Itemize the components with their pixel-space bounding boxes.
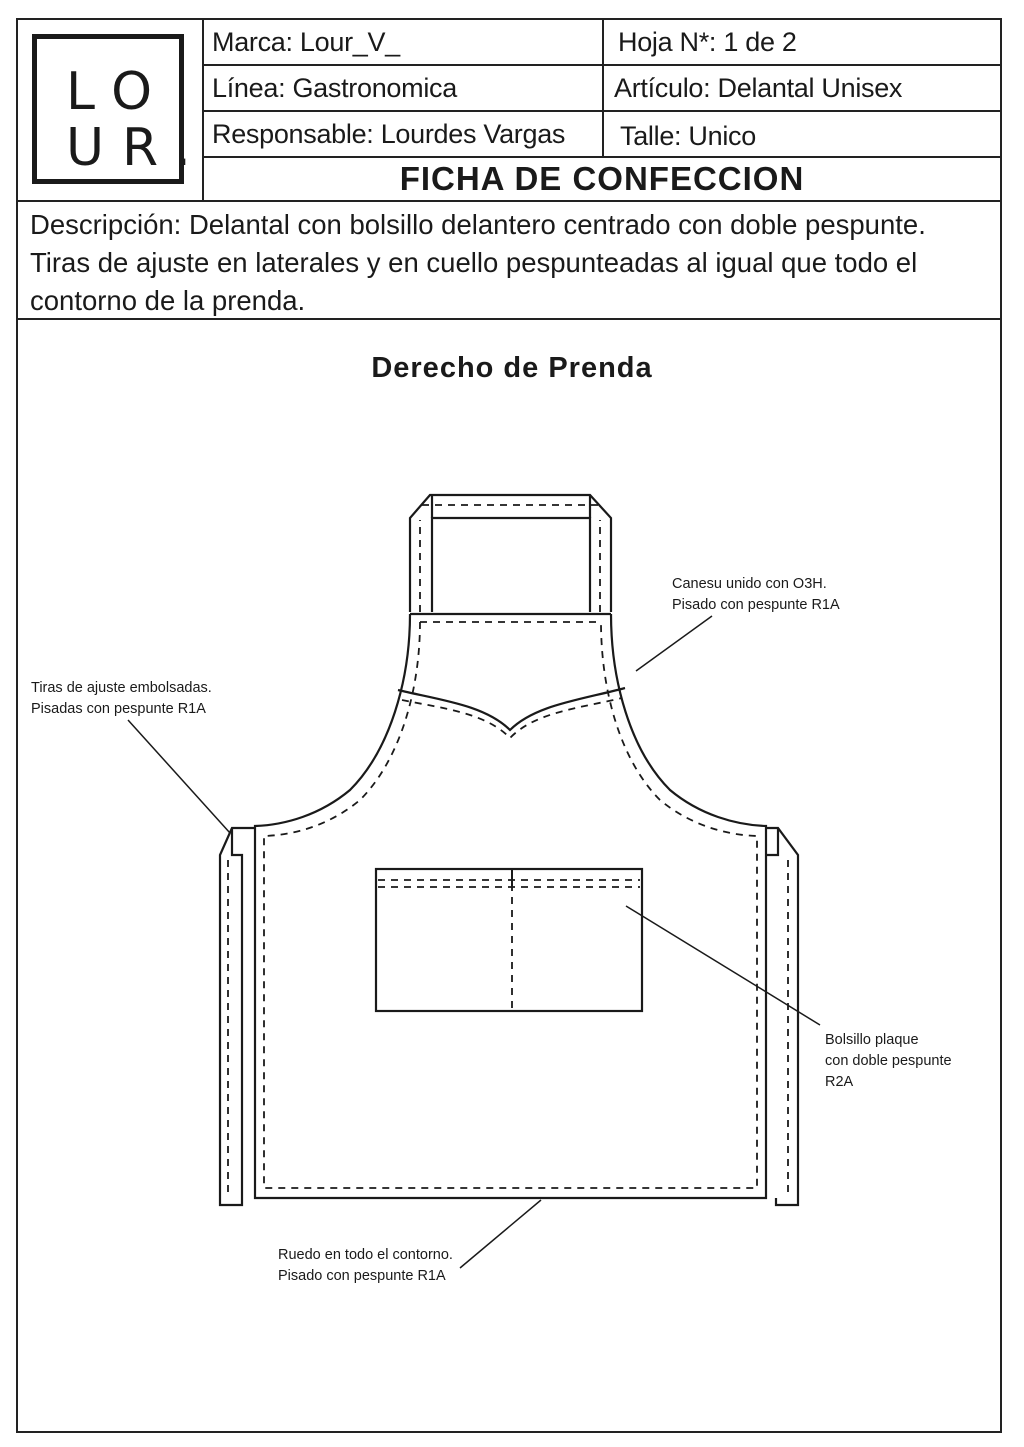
sheet-number-field: Hoja N*: 1 de 2: [604, 20, 1000, 66]
responsible-field: Responsable: Lourdes Vargas: [204, 112, 604, 158]
article-field: Artículo: Delantal Unisex: [604, 66, 1000, 112]
tiras-note-line-1: Tiras de ajuste embolsadas.: [31, 680, 212, 696]
ruedo-note-line-2: Pisado con pespunte R1A: [278, 1268, 446, 1284]
line-field: Línea: Gastronomica: [204, 66, 604, 112]
apron-body-outline: [255, 614, 766, 1198]
pocket: [376, 869, 642, 1011]
ruedo-note-line-1: Ruedo en todo el contorno.: [278, 1247, 453, 1263]
drawing-title: Derecho de Prenda: [371, 352, 653, 384]
logo-text-line-1: LO: [66, 62, 171, 122]
left-side-strap: [220, 828, 255, 1205]
bolsillo-note-line-2: con doble pespunte: [825, 1053, 952, 1069]
canesu-note-line-1: Canesu unido con O3H.: [672, 576, 827, 592]
brand-field: Marca: Lour_V_: [204, 20, 604, 66]
canesu-note: [672, 574, 840, 616]
tiras-note: [31, 678, 212, 720]
bolsillo-leader: [626, 906, 820, 1025]
description-line-2: Tiras de ajuste en laterales y en cuello pespunteadas al igual que todo el: [30, 247, 918, 278]
ruedo-leader: [460, 1200, 541, 1268]
neck-strap-outline: [410, 495, 611, 612]
tiras-note-line-2: Pisadas con pespunte R1A: [31, 701, 206, 717]
sheet-title: FICHA DE CONFECCION: [399, 160, 805, 197]
logo-text-line-2: UR.: [66, 118, 209, 178]
bolsillo-note-line-3: R2A: [825, 1074, 854, 1090]
yoke-seam: [398, 688, 625, 730]
bolsillo-note: [825, 1030, 952, 1093]
size-field: Talle: Unico: [604, 112, 1000, 158]
ruedo-note: [278, 1245, 453, 1287]
description-line-1: Descripción: Delantal con bolsillo delantero centrado con doble pespunte.: [30, 209, 926, 240]
canesu-leader: [636, 616, 712, 671]
canesu-note-line-2: Pisado con pespunte R1A: [672, 597, 840, 613]
yoke-stitch: [402, 698, 622, 738]
body-stitch: [264, 622, 757, 1188]
bolsillo-note-line-1: Bolsillo plaque: [825, 1032, 919, 1048]
right-side-strap: [766, 828, 798, 1205]
tiras-leader: [128, 720, 230, 833]
description-line-3: contorno de la prenda.: [30, 285, 306, 316]
neck-strap-inner: [432, 518, 590, 612]
